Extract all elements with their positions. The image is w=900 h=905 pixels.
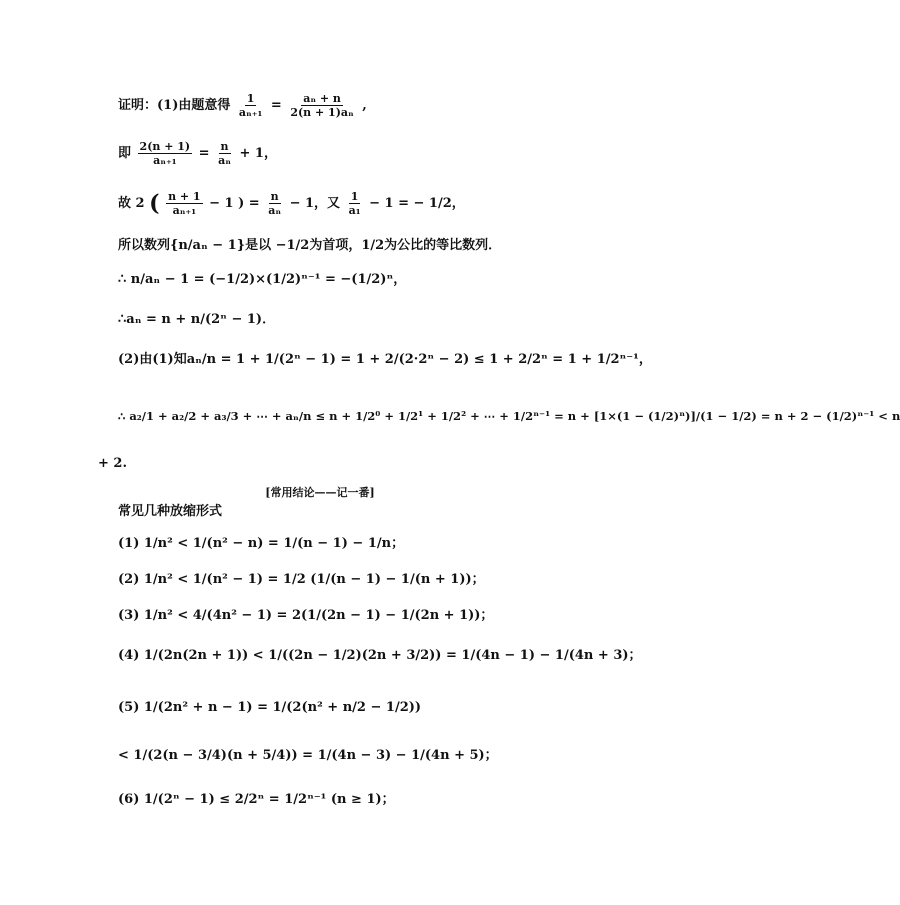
fraction-denominator: aₙ — [218, 154, 231, 167]
list-item: (2) 1/n² < 1/(n² − 1) = 1/2 (1/(n − 1) − 1/(n + 1))； — [118, 572, 485, 587]
fraction-numerator: aₙ + n — [303, 92, 341, 105]
section-heading: 常见几种放缩形式 — [118, 504, 223, 519]
section-title: [常用结论——记一番] — [265, 486, 375, 499]
fraction-3 — [138, 140, 193, 167]
left-paren: ( — [149, 190, 160, 217]
fraction-denominator: aₙ — [268, 204, 282, 217]
fraction-numerator: 1 — [246, 92, 255, 105]
proof-line-3 — [118, 190, 465, 217]
proof-line-1-text: 证明：(1)由题意得 — [118, 98, 231, 113]
fraction-numerator: n — [220, 140, 229, 153]
expression-tail: − 1 = − 1/2， — [369, 196, 465, 211]
proof-line-1 — [118, 92, 367, 119]
list-item: (6) 1/(2ⁿ − 1) ≤ 2/2ⁿ = 1/2ⁿ⁻¹ (n ≥ 1)； — [118, 792, 395, 807]
expression-tail: + 1， — [239, 146, 277, 161]
list-item: (5) 1/(2n² + n − 1) = 1/(2(n² + n/2 − 1/2)) — [118, 700, 422, 715]
fraction-denominator: 2(n + 1)aₙ — [290, 106, 354, 119]
fraction-1 — [237, 92, 264, 119]
proof-line-9: + 2. — [98, 456, 127, 471]
proof-line-5: ∴ n/aₙ − 1 = (−1/2)×(1/2)ⁿ⁻¹ = −(1/2)ⁿ， — [118, 272, 407, 287]
expression-mid: − 1 ) = — [209, 196, 260, 211]
punctuation: , — [362, 98, 367, 113]
fraction-5 — [166, 190, 203, 217]
list-item: < 1/(2(n − 3/4)(n + 5/4)) = 1/(4n − 3) − 1/(4n + 5)； — [118, 748, 498, 763]
proof-line-2-text: 即 — [118, 146, 132, 161]
fraction-6 — [266, 190, 283, 217]
fraction-7 — [347, 190, 363, 217]
proof-line-3-text: 故 2 — [118, 196, 145, 211]
fraction-numerator: 1 — [350, 190, 359, 203]
fraction-2 — [288, 92, 355, 119]
list-item: (4) 1/(2n(2n + 1)) < 1/((2n − 1/2)(2n + 3/2)) = 1/(4n − 1) − 1/(4n + 3)； — [118, 648, 642, 663]
proof-line-4: 所以数列{n/aₙ − 1}是以 −1/2为首项，1/2为公比的等比数列． — [118, 238, 502, 253]
proof-line-7: (2)由(1)知aₙ/n = 1 + 1/(2ⁿ − 1) = 1 + 2/(2·2ⁿ − 2) ≤ 1 + 2/2ⁿ = 1 + 1/2ⁿ⁻¹， — [118, 352, 652, 367]
proof-line-8: ∴ a₂/1 + a₂/2 + a₃/3 + ⋯ + aₙ/n ≤ n + 1/2⁰ + 1/2¹ + 1/2² + ⋯ + 1/2ⁿ⁻¹ = n + [1×(1 − (1/2)ⁿ)]/(1 − 1/2) = n + 2 − (1/2)ⁿ⁻¹ < n — [118, 409, 900, 423]
fraction-numerator: n — [270, 190, 279, 203]
fraction-4 — [216, 140, 233, 167]
equals-sign: = — [198, 146, 210, 161]
fraction-denominator: aₙ₊₁ — [153, 154, 177, 167]
fraction-denominator: a₁ — [348, 204, 361, 217]
fraction-numerator: 2(n + 1) — [139, 140, 191, 153]
fraction-denominator: aₙ₊₁ — [238, 106, 263, 119]
proof-line-6: ∴aₙ = n + n/(2ⁿ − 1)． — [118, 312, 276, 327]
list-item: (1) 1/n² < 1/(n² − n) = 1/(n − 1) − 1/n； — [118, 536, 405, 551]
fraction-numerator: n + 1 — [168, 190, 201, 203]
list-item: (3) 1/n² < 4/(4n² − 1) = 2(1/(2n − 1) − 1/(2n + 1))； — [118, 608, 494, 623]
proof-line-2 — [118, 140, 277, 167]
expression-mid: − 1，又 — [289, 196, 341, 211]
fraction-denominator: aₙ₊₁ — [172, 204, 197, 217]
equals-sign: = — [270, 98, 282, 113]
